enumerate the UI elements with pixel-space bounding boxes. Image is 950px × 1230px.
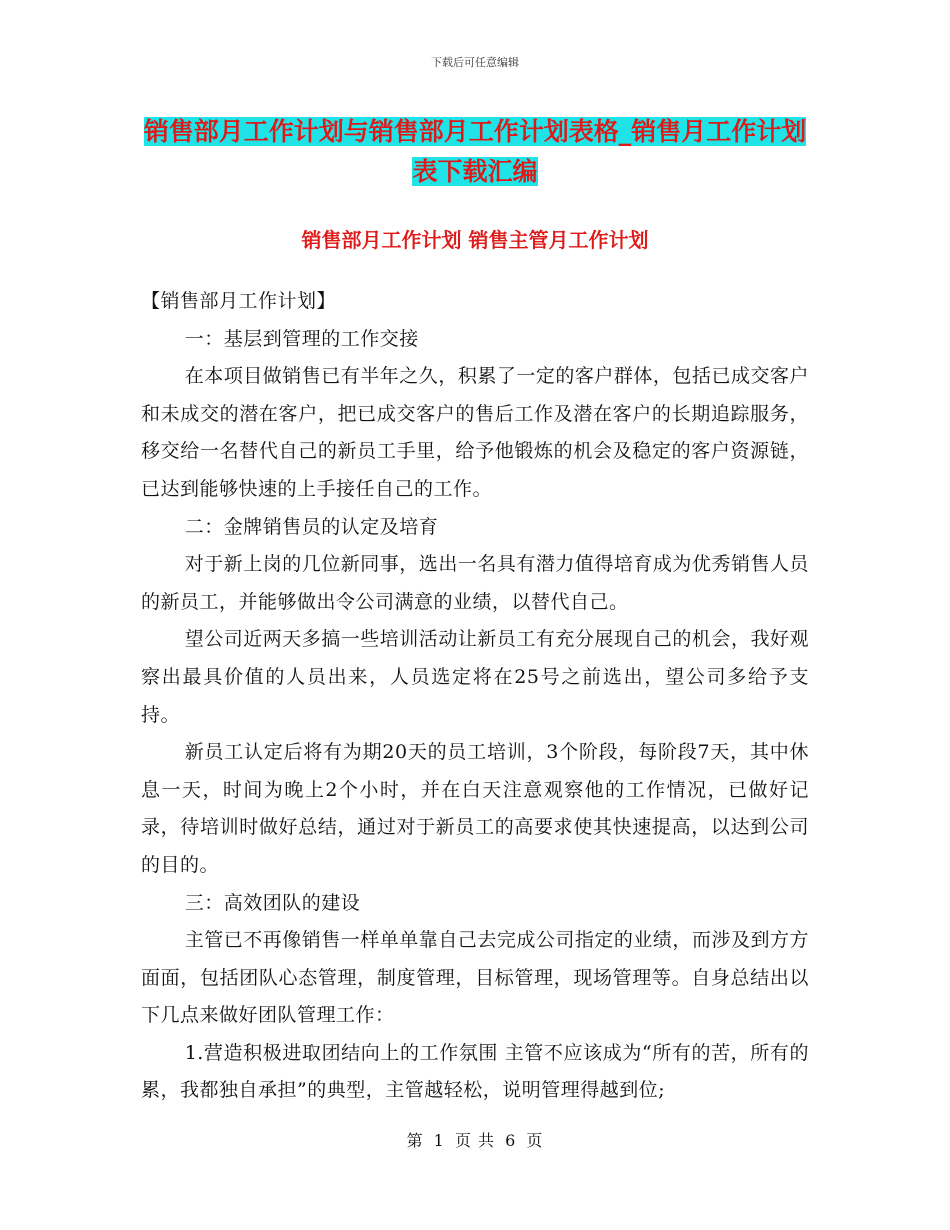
- document-title: [140, 112, 810, 192]
- sub-heading: 一：基层到管理的工作交接: [184, 327, 419, 350]
- footer-middle: 页 共: [454, 1131, 496, 1150]
- paragraph: 望公司近两天多搞一些培训活动让新员工有充分展现自己的机会，我好观察出最具价值的人员出来，人员选定将在25号之前选出，望公司多给予支持。: [141, 628, 809, 726]
- document-body: [141, 283, 809, 1110]
- paragraph: 主管已不再像销售一样单单靠自己去完成公司指定的业绩，而涉及到方方面面，包括团队心态管理，制度管理，目标管理，现场管理等。自身总结出以下几点来做好团队管理工作：: [141, 929, 809, 1027]
- header-note: 下载后可任意编辑: [431, 56, 519, 69]
- paragraph: 在本项目做销售已有半年之久，积累了一定的客户群体，包括已成交客户和未成交的潜在客户，把已成交客户的售后工作及潜在客户的长期追踪服务，移交给一名替代自己的新员工手里，给予他锻炼的机会及稳定的客户资源链，已达到能够快速的上手接任自己的工作。: [141, 365, 809, 500]
- footer-prefix: 第: [406, 1131, 424, 1150]
- sub-heading: 二：金牌销售员的认定及培育: [184, 515, 439, 538]
- footer-page-number: 1: [433, 1131, 445, 1150]
- section-subtitle: 销售部月工作计划 销售主管月工作计划: [301, 228, 649, 252]
- document-title-text: 销售部月工作计划与销售部月工作计划表格_销售月工作计划表下载汇编: [143, 117, 807, 186]
- section-heading: 【销售部月工作计划】: [141, 290, 337, 312]
- footer-suffix: 页: [526, 1131, 544, 1150]
- paragraph: 1.营造积极进取团结向上的工作氛围 主管不应该成为“所有的苦，所有的累，我都独自承担”的典型，主管越轻松，说明管理得越到位;: [141, 1041, 809, 1102]
- paragraph: 新员工认定后将有为期20天的员工培训，3个阶段，每阶段7天，其中休息一天，时间为晚上2个小时，并在白天注意观察他的工作情况，已做好记录，待培训时做好总结，通过对于新员工的高要求使其快速提高，以达到公司的目的。: [141, 741, 809, 876]
- page-footer: [0, 1128, 950, 1151]
- sub-heading: 三：高效团队的建设: [184, 891, 361, 914]
- paragraph: 对于新上岗的几位新同事，选出一名具有潜力值得培育成为优秀销售人员的新员工，并能够做出令公司满意的业绩，以替代自己。: [141, 553, 809, 613]
- footer-total-pages: 6: [505, 1131, 517, 1150]
